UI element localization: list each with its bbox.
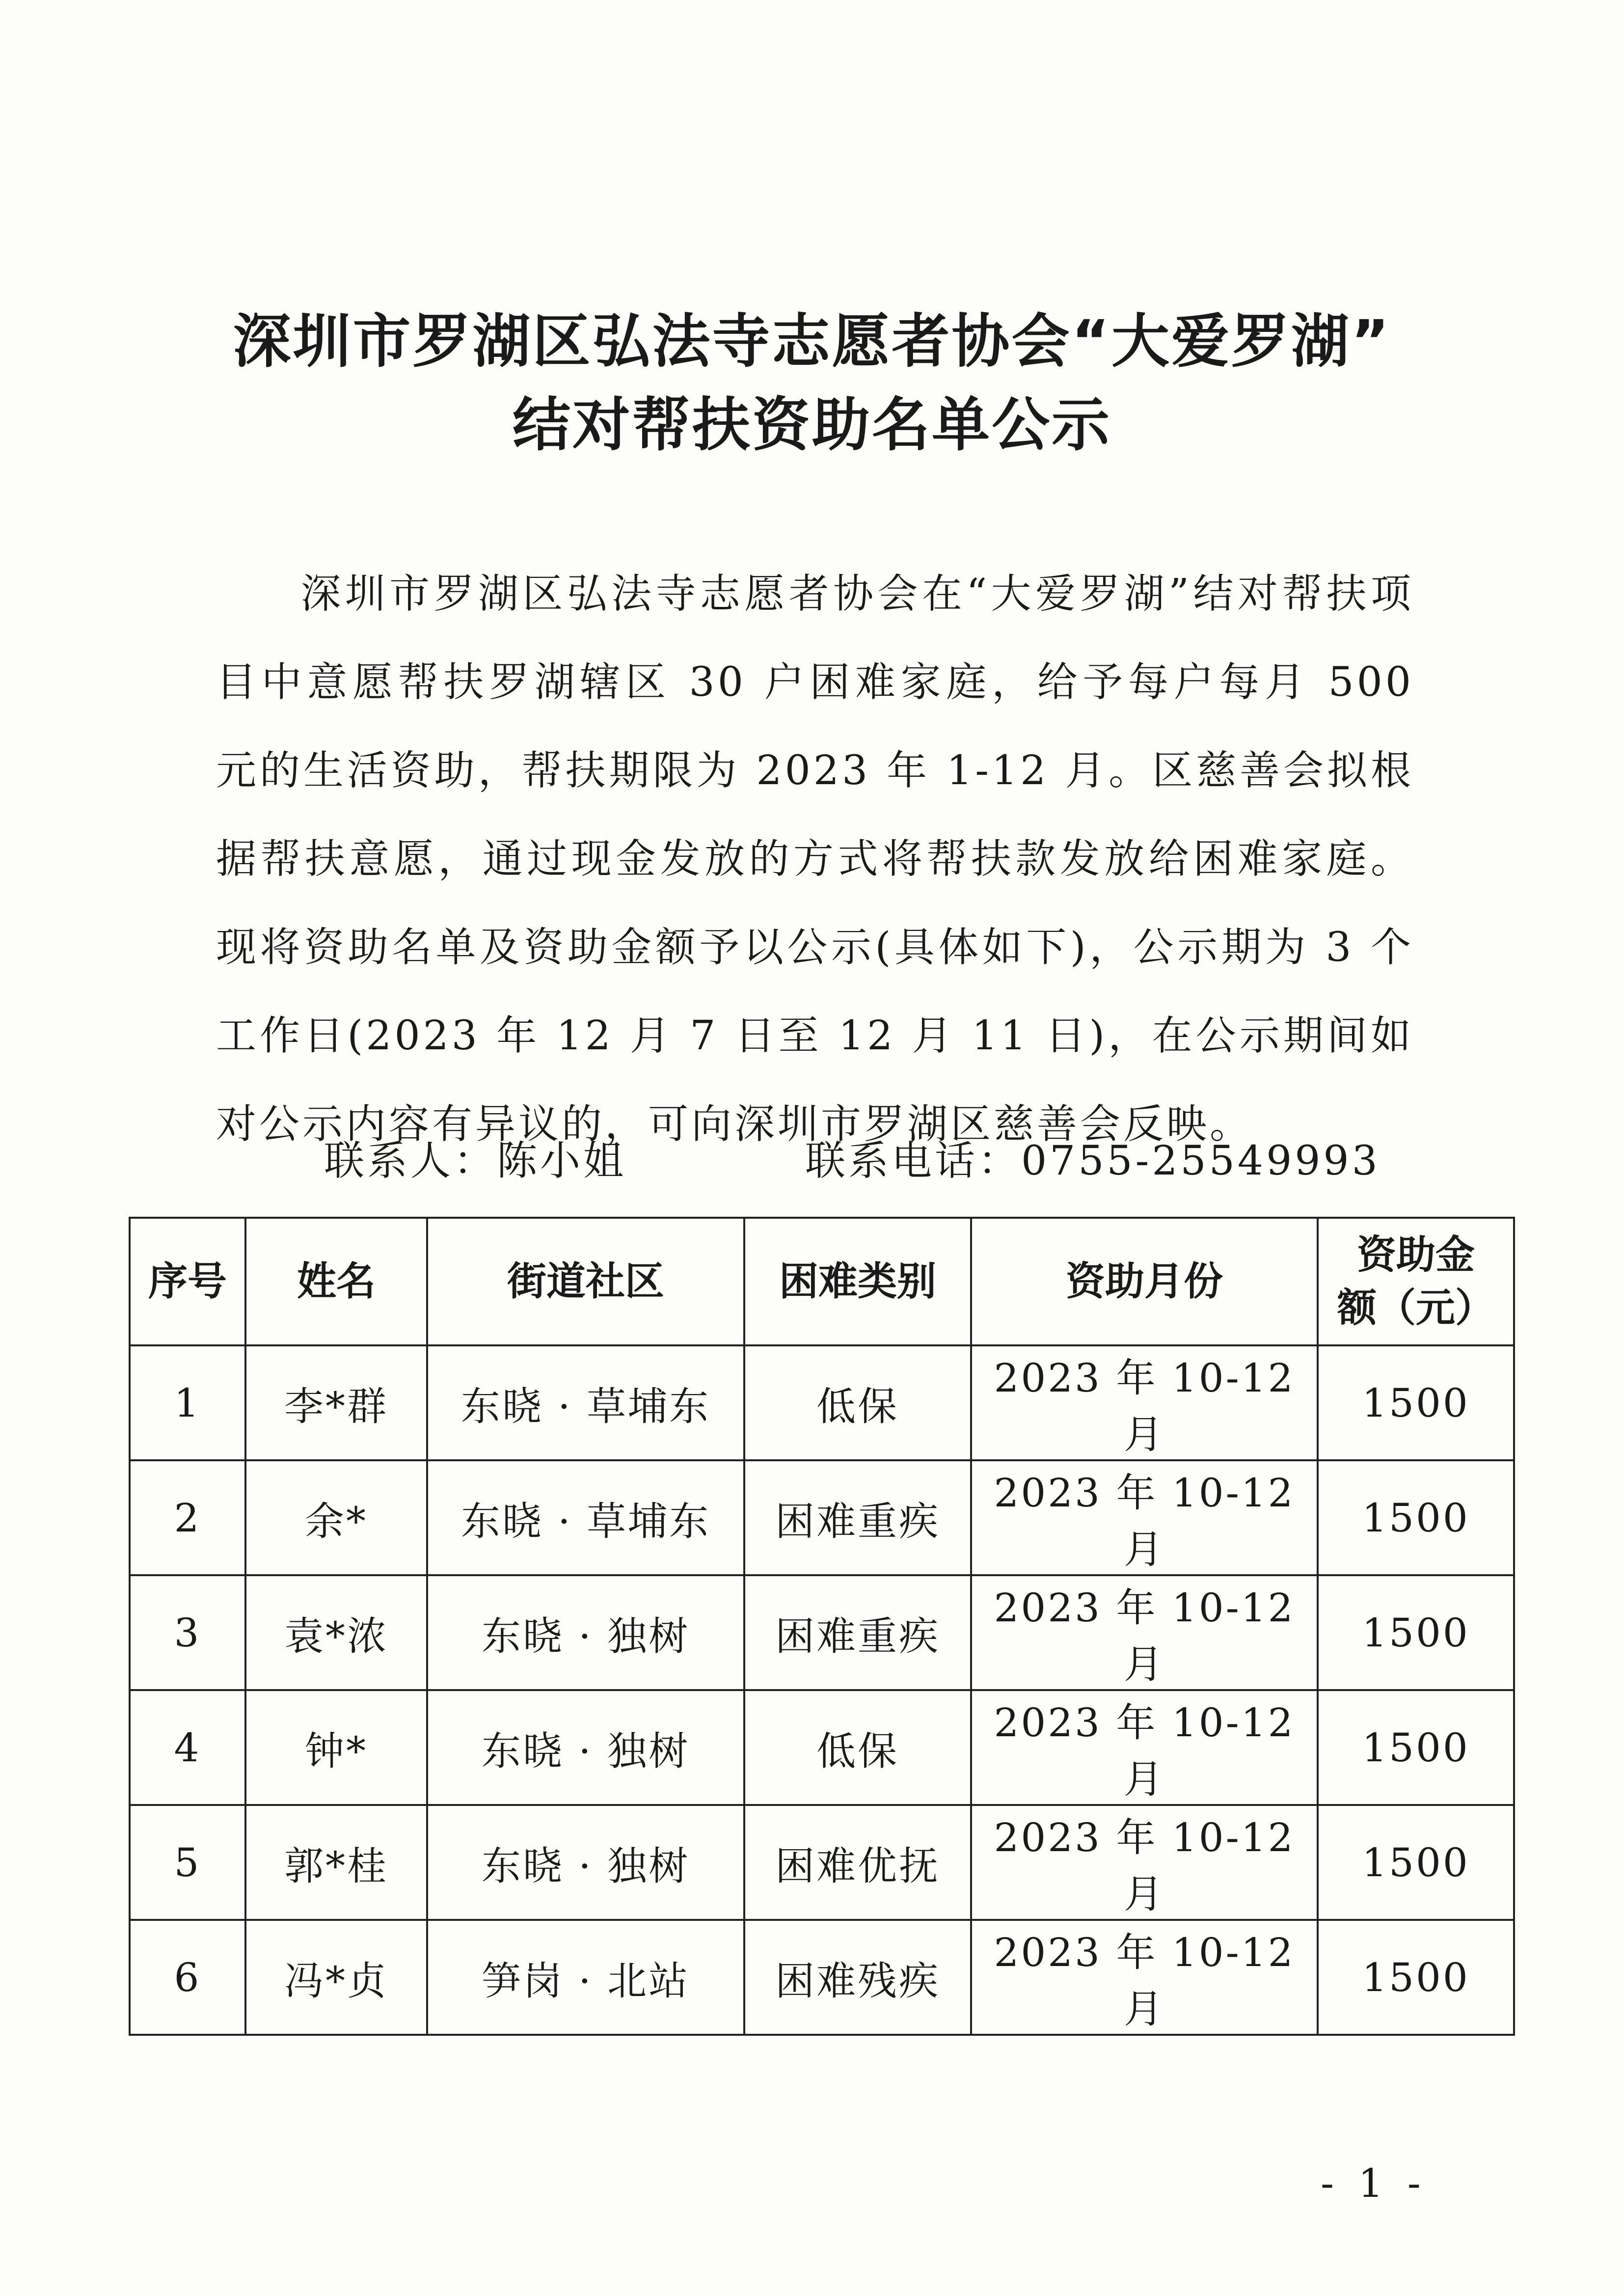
cell-area: 东晓 · 独树	[427, 1575, 744, 1690]
cell-area: 笋岗 · 北站	[427, 1920, 744, 2035]
contact-person: 联系人：陈小姐	[324, 1138, 627, 1184]
cell-type: 低保	[744, 1345, 971, 1460]
cell-area: 东晓 · 独树	[427, 1690, 744, 1805]
header-name: 姓名	[245, 1218, 427, 1345]
cell-month: 2023 年 10-12 月	[971, 1805, 1318, 1920]
cell-amount: 1500	[1318, 1690, 1514, 1805]
header-type: 困难类别	[744, 1218, 971, 1345]
cell-type: 低保	[744, 1690, 971, 1805]
document-title-line-2: 结对帮扶资助名单公示	[512, 391, 1111, 459]
cell-no: 2	[130, 1460, 245, 1575]
header-no: 序号	[130, 1218, 245, 1345]
header-area: 街道社区	[427, 1218, 744, 1345]
cell-name: 冯*贞	[245, 1920, 427, 2035]
aid-list-table	[129, 1217, 1515, 2036]
cell-amount: 1500	[1318, 1345, 1514, 1460]
cell-name: 余*	[245, 1460, 427, 1575]
cell-type: 困难重疾	[744, 1575, 971, 1690]
table-row	[130, 1575, 1514, 1690]
cell-no: 4	[130, 1690, 245, 1805]
cell-type: 困难残疾	[744, 1920, 971, 2035]
cell-no: 5	[130, 1805, 245, 1920]
header-amount-line-1: 资助金	[1357, 1232, 1475, 1278]
cell-month: 2023 年 10-12 月	[971, 1345, 1318, 1460]
table-header-row	[130, 1218, 1514, 1345]
cell-name: 袁*浓	[245, 1575, 427, 1690]
cell-amount: 1500	[1318, 1575, 1514, 1690]
cell-name: 李*群	[245, 1345, 427, 1460]
cell-month: 2023 年 10-12 月	[971, 1690, 1318, 1805]
cell-no: 1	[130, 1345, 245, 1460]
announcement-paragraph	[216, 550, 1414, 1169]
cell-name: 郭*桂	[245, 1805, 427, 1920]
cell-name: 钟*	[245, 1690, 427, 1805]
cell-amount: 1500	[1318, 1460, 1514, 1575]
cell-area: 东晓 · 独树	[427, 1805, 744, 1920]
table-row	[130, 1805, 1514, 1920]
cell-amount: 1500	[1318, 1920, 1514, 2035]
table-row	[130, 1345, 1514, 1460]
cell-amount: 1500	[1318, 1805, 1514, 1920]
table-row	[130, 1690, 1514, 1805]
table-row	[130, 1920, 1514, 2035]
cell-month: 2023 年 10-12 月	[971, 1920, 1318, 2035]
cell-type: 困难重疾	[744, 1460, 971, 1575]
cell-area: 东晓 · 草埔东	[427, 1460, 744, 1575]
cell-month: 2023 年 10-12 月	[971, 1460, 1318, 1575]
cell-type: 困难优抚	[744, 1805, 971, 1920]
header-amount	[1318, 1218, 1514, 1345]
cell-month: 2023 年 10-12 月	[971, 1575, 1318, 1690]
table-row	[130, 1460, 1514, 1575]
page-number: - 1 -	[1321, 2160, 1427, 2206]
cell-area: 东晓 · 草埔东	[427, 1345, 744, 1460]
contact-phone: 联系电话：0755-25549993	[805, 1138, 1380, 1184]
header-month: 资助月份	[971, 1218, 1318, 1345]
header-amount-line-2: 额（元）	[1337, 1285, 1494, 1331]
announcement-paragraph-text: 深圳市罗湖区弘法寺志愿者协会在“大爱罗湖”结对帮扶项目中意愿帮扶罗湖辖区 30 户困难家庭，给予每户每月 500 元的生活资助，帮扶期限为 2023 年 1-12 月。区慈善会拟根据帮扶意愿，通过现金发放的方式将帮扶款发放给困难家庭。现将资助名单及资助金额予以公示(具体如下)，公示期为 3 个工作日(2023 年 12 月 7 日至 12 月 11 日)，在公示期间如对公示内容有异议的，可向深圳市罗湖区慈善会反映。	[216, 571, 1414, 1148]
document-title-line-1: 深圳市罗湖区弘法寺志愿者协会“大爱罗湖”	[233, 307, 1391, 375]
cell-no: 3	[130, 1575, 245, 1690]
cell-no: 6	[130, 1920, 245, 2035]
